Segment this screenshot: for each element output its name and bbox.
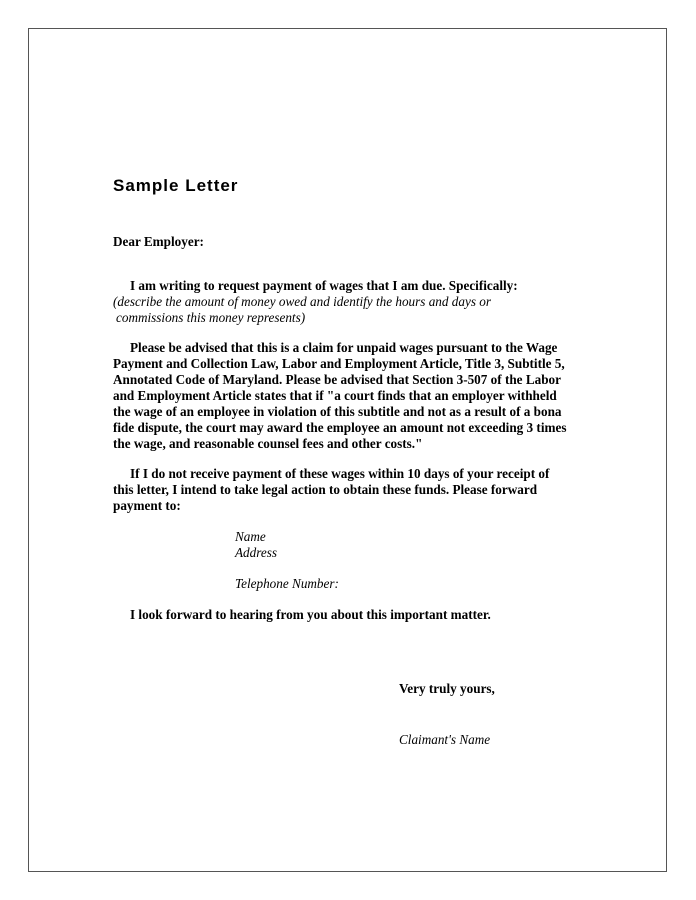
paragraph2-line3: Annotated Code of Maryland. Please be advised that Section 3-507 of the Labor [113, 372, 561, 387]
closing-paragraph: I look forward to hearing from you about this important matter. [130, 607, 491, 622]
address-address: Address [235, 545, 278, 560]
address-telephone: Telephone Number: [235, 576, 339, 591]
paragraph2-line4: and Employment Article states that if "a court finds that an employer withheld [113, 388, 557, 403]
paragraph3-line1: If I do not receive payment of these wages within 10 days of your receipt of [130, 466, 550, 481]
signoff: Very truly yours, [399, 681, 495, 696]
paragraph1-note-line1: (describe the amount of money owed and identify the hours and days or [113, 294, 491, 309]
paragraph1-line1: I am writing to request payment of wages that I am due. Specifically: [130, 278, 518, 293]
paragraph2-line7: the wage, and reasonable counsel fees and other costs." [113, 436, 423, 451]
paragraph2-line1: Please be advised that this is a claim for unpaid wages pursuant to the Wage [130, 340, 558, 355]
letter-title: Sample Letter [113, 176, 239, 195]
paragraph3-line2: this letter, I intend to take legal action to obtain these funds. Please forward [113, 482, 538, 497]
paragraph2-line6: fide dispute, the court may award the employee an amount not exceeding 3 times [113, 420, 567, 435]
salutation: Dear Employer: [113, 234, 204, 249]
paragraph2-line2: Payment and Collection Law, Labor and Employment Article, Title 3, Subtitle 5, [113, 356, 565, 371]
paragraph1-note-line2: commissions this money represents) [116, 310, 306, 325]
paragraph2-line5: the wage of an employee in violation of this subtitle and not as a result of a bona [113, 404, 562, 419]
signature: Claimant's Name [399, 732, 491, 747]
paragraph3-line3: payment to: [113, 498, 181, 513]
address-name: Name [235, 529, 266, 544]
